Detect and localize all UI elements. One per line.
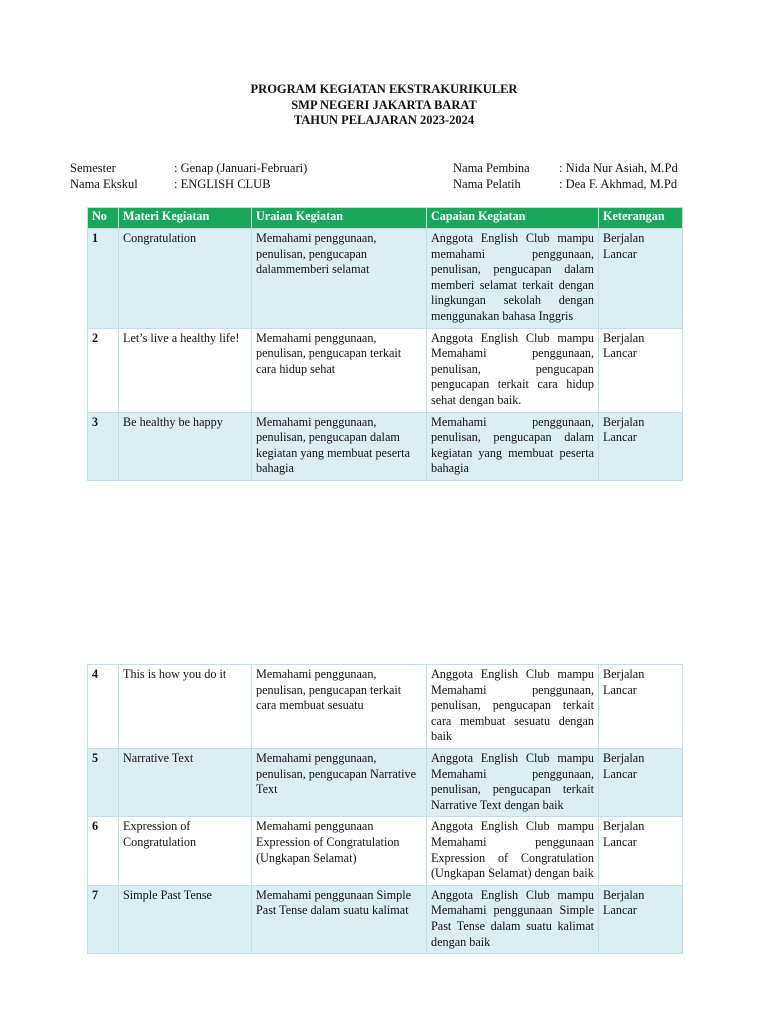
table-row	[88, 229, 683, 329]
row-keterangan: Berjalan Lancar	[599, 665, 683, 749]
row-no: 7	[88, 885, 119, 953]
row-keterangan: Berjalan Lancar	[599, 817, 683, 885]
row-uraian: Memahami penggunaan Expression of Congratulation (Ungkapan Selamat)	[252, 817, 427, 885]
row-no: 1	[88, 229, 119, 329]
row-no: 2	[88, 328, 119, 412]
row-capaian: Anggota English Club mampu Memahami penggunaan Simple Past Tense dalam suatu kalimat dengan baik	[427, 885, 599, 953]
row-uraian: Memahami penggunaan Simple Past Tense dalam suatu kalimat	[252, 885, 427, 953]
row-keterangan: Berjalan Lancar	[599, 328, 683, 412]
pembina-value: : Nida Nur Asiah, M.Pd	[559, 161, 678, 175]
row-materi: Narrative Text	[119, 748, 252, 816]
title-line-3: TAHUN PELAJARAN 2023-2024	[293, 113, 475, 127]
row-keterangan: Berjalan Lancar	[599, 229, 683, 329]
activity-table-part-2	[87, 664, 683, 954]
row-capaian: Anggota English Club mampu Memahami penggunaan, penulisan, pengucapan terkait Narrative Text dengan baik	[427, 748, 599, 816]
pembina-label: Nama Pembina	[453, 161, 530, 175]
row-uraian: Memahami penggunaan, penulisan, pengucapan Narrative Text	[252, 748, 427, 816]
header-materi: Materi Kegiatan	[119, 208, 252, 229]
header-uraian: Uraian Kegiatan	[252, 208, 427, 229]
row-uraian: Memahami penggunaan, penulisan, pengucapan terkait cara membuat sesuatu	[252, 665, 427, 749]
row-capaian: Anggota English Club mampu Memahami penggunaan, penulisan, pengucapan terkait cara membuat sesuatu dengan baik	[427, 665, 599, 749]
title-line-1: PROGRAM KEGIATAN EKSTRAKURIKULER	[250, 82, 518, 96]
row-uraian: Memahami penggunaan, penulisan, pengucapan dalammemberi selamat	[252, 229, 427, 329]
pelatih-value: : Dea F. Akhmad, M.Pd	[559, 177, 678, 191]
ekskul-value: : ENGLISH CLUB	[174, 177, 271, 191]
row-uraian: Memahami penggunaan, penulisan, pengucapan dalam kegiatan yang membuat peserta bahagia	[252, 412, 427, 480]
semester-value: : Genap (Januari-Februari)	[174, 161, 308, 175]
table-row	[88, 817, 683, 885]
table-row	[88, 328, 683, 412]
table-row	[88, 748, 683, 816]
row-materi: This is how you do it	[119, 665, 252, 749]
row-materi: Let’s live a healthy life!	[119, 328, 252, 412]
table-row	[88, 885, 683, 953]
row-materi: Simple Past Tense	[119, 885, 252, 953]
table-row	[88, 412, 683, 480]
row-keterangan: Berjalan Lancar	[599, 412, 683, 480]
title-line-2: SMP NEGERI JAKARTA BARAT	[291, 97, 477, 112]
row-uraian: Memahami penggunaan, penulisan, pengucapan terkait cara hidup sehat	[252, 328, 427, 412]
row-no: 3	[88, 412, 119, 480]
header-keterangan: Keterangan	[599, 208, 683, 229]
row-materi: Be healthy be happy	[119, 412, 252, 480]
header-capaian: Capaian Kegiatan	[427, 208, 599, 229]
row-keterangan: Berjalan Lancar	[599, 748, 683, 816]
pelatih-label: Nama Pelatih	[453, 177, 521, 191]
document-title	[0, 82, 768, 129]
activity-table-part-1	[87, 207, 683, 481]
table-row	[88, 665, 683, 749]
row-materi: Congratulation	[119, 229, 252, 329]
row-capaian: Anggota English Club mampu Memahami penggunaan, penulisan, pengucapan pengucapan terkait cara hidup sehat dengan baik.	[427, 328, 599, 412]
row-keterangan: Berjalan Lancar	[599, 885, 683, 953]
ekskul-label: Nama Ekskul	[70, 177, 138, 191]
row-materi: Expression of Congratulation	[119, 817, 252, 885]
row-capaian: Anggota English Club mampu memahami penggunaan, penulisan, pengucapan dalam memberi selamat terkait dengan lingkungan sekolah dengan menggunakan bahasa Inggris	[427, 229, 599, 329]
row-capaian: Anggota English Club mampu Memahami penggunaan Expression of Congratulation (Ungkapan Selamat) dengan baik	[427, 817, 599, 885]
semester-label: Semester	[70, 161, 116, 175]
row-no: 5	[88, 748, 119, 816]
row-capaian: Memahami penggunaan, penulisan, pengucapan dalam kegiatan yang membuat peserta bahagia	[427, 412, 599, 480]
table-header-row	[88, 208, 683, 229]
header-no: No	[88, 208, 119, 229]
row-no: 4	[88, 665, 119, 749]
row-no: 6	[88, 817, 119, 885]
